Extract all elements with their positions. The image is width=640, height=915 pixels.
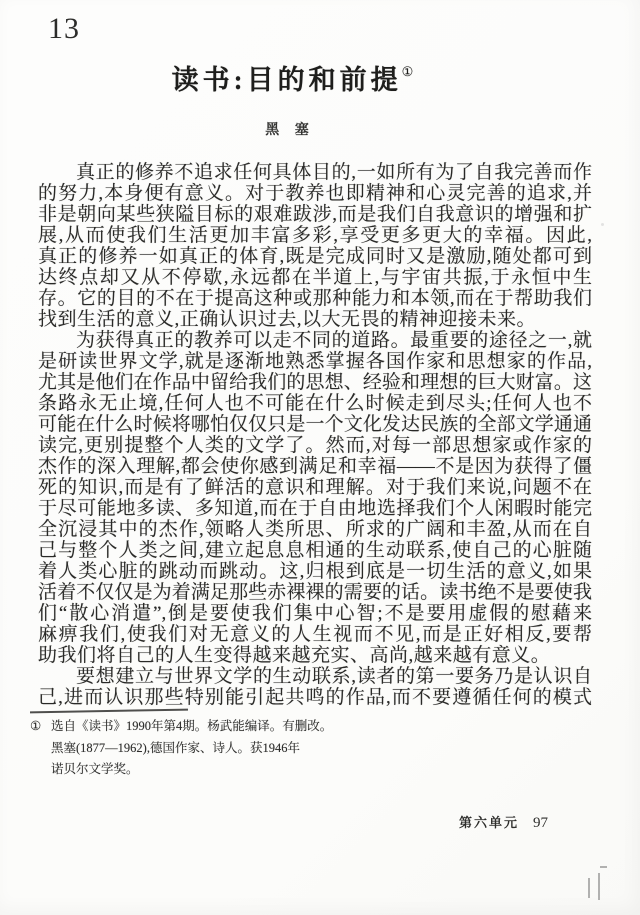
unit-label: 第六单元 (458, 815, 519, 830)
body-line: 达终点却又从不停歇,永远都在半道上,与宇宙共振,于永恒中生 (38, 267, 592, 288)
lesson-number: 13 (48, 12, 80, 45)
author-name: 黑 塞 (265, 123, 315, 138)
page-number: 97 (533, 815, 548, 831)
body-line: 找到生活的意义,正确认识过去,以大无畏的精神迎接未来。 (38, 309, 537, 330)
page-title-text: 读书:目的和前提 (171, 65, 402, 95)
footnote-divider (30, 709, 188, 714)
body-line: 尤其是他们在作品中留给我们的思想、经验和理想的巨大财富。这 (38, 372, 592, 393)
scan-artifact-speck (601, 223, 604, 226)
footnote-lines (51, 716, 370, 781)
footnote-line: 黑塞(1877—1962),德国作家、诗人。获1946年 (51, 740, 300, 755)
body-line: 全沉浸其中的杰作,领略人类所思、所求的广阔和丰盈,从而在自 (38, 519, 592, 540)
body-line: 麻痹我们,使我们对无意义的人生视而不见,而是正好相反,要帮 (38, 624, 592, 645)
body-line: 们“散心消遣”,倒是要使我们集中心智;不是要用虚假的慰藉来 (38, 603, 592, 624)
footnote (30, 716, 370, 781)
body-line: 是研读世界文学,就是逐渐地熟悉掌握各国作家和思想家的作品, (38, 351, 592, 372)
body-line: 条路永无止境,任何人也不可能在什么时候走到尽头;任何人也不 (38, 393, 592, 414)
title-footnote-mark: ① (401, 64, 414, 79)
body-line: 杰作的深入理解,都会使你感到满足和幸福——不是因为获得了僵 (38, 456, 592, 477)
scan-artifact-dash (600, 866, 607, 868)
body-line: 己与整个人类之间,建立起息息相通的生动联系,使自己的心脏随 (38, 540, 592, 561)
page-footer (0, 812, 548, 832)
body-line: 为获得真正的教养可以走不同的道路。最重要的途径之一,就 (76, 330, 592, 351)
page-title (0, 58, 585, 97)
body-line: 读完,更别提整个人类的文学了。然而,对每一部思想家或作家的 (38, 435, 592, 456)
body-line: 要想建立与世界文学的生动联系,读者的第一要务乃是认识自 (76, 666, 592, 687)
body-line: 非是朝向某些狭隘目标的艰难跋涉,而是我们自我意识的增强和扩 (38, 204, 592, 225)
body-line: 的努力,本身便有意义。对于教养也即精神和心灵完善的追求,并 (38, 183, 592, 204)
body-line: 存。它的目的不在于提高这种或那种能力和本领,而在于帮助我们 (38, 288, 592, 309)
footnote-line: 选自《读书》1990年第4期。杨武能编译。有删改。 (51, 719, 333, 733)
body-text (38, 162, 592, 708)
footnote-marker: ① (30, 719, 42, 733)
body-line: 活着不仅仅是为着满足那些赤裸裸的需要的话。读书绝不是要使我 (38, 582, 592, 603)
body-line: 可能在什么时候将哪怕仅仅只是一个文化发达民族的全部文学通通 (38, 414, 592, 435)
body-line: 真正的修养不追求任何具体目的,一如所有为了自我完善而作 (76, 162, 592, 183)
body-line: 展,从而使我们生活更加丰富多彩,享受更多更大的幸福。因此, (38, 225, 592, 246)
scan-artifact-bar (588, 878, 590, 898)
body-line: 真正的修养一如真正的体育,既是完成同时又是激励,随处都可到 (38, 246, 592, 267)
footnote-line: 诺贝尔文学奖。 (51, 762, 139, 776)
body-line: 己,进而认识那些特别能引起共鸣的作品,而不要遵循任何的模式 (38, 687, 592, 708)
body-line: 于尽可能地多读、多知道,而在于自由地选择我们个人闲暇时能完 (38, 498, 592, 519)
scan-artifact-bar (598, 873, 600, 900)
body-line: 死的知识,而是有了鲜活的意识和理解。对于我们来说,问题不在 (38, 477, 592, 498)
body-line: 着人类心脏的跳动而跳动。这,归根到底是一切生活的意义,如果 (38, 561, 592, 582)
body-line: 助我们将自己的人生变得越来越充实、高尚,越来越有意义。 (38, 645, 551, 666)
